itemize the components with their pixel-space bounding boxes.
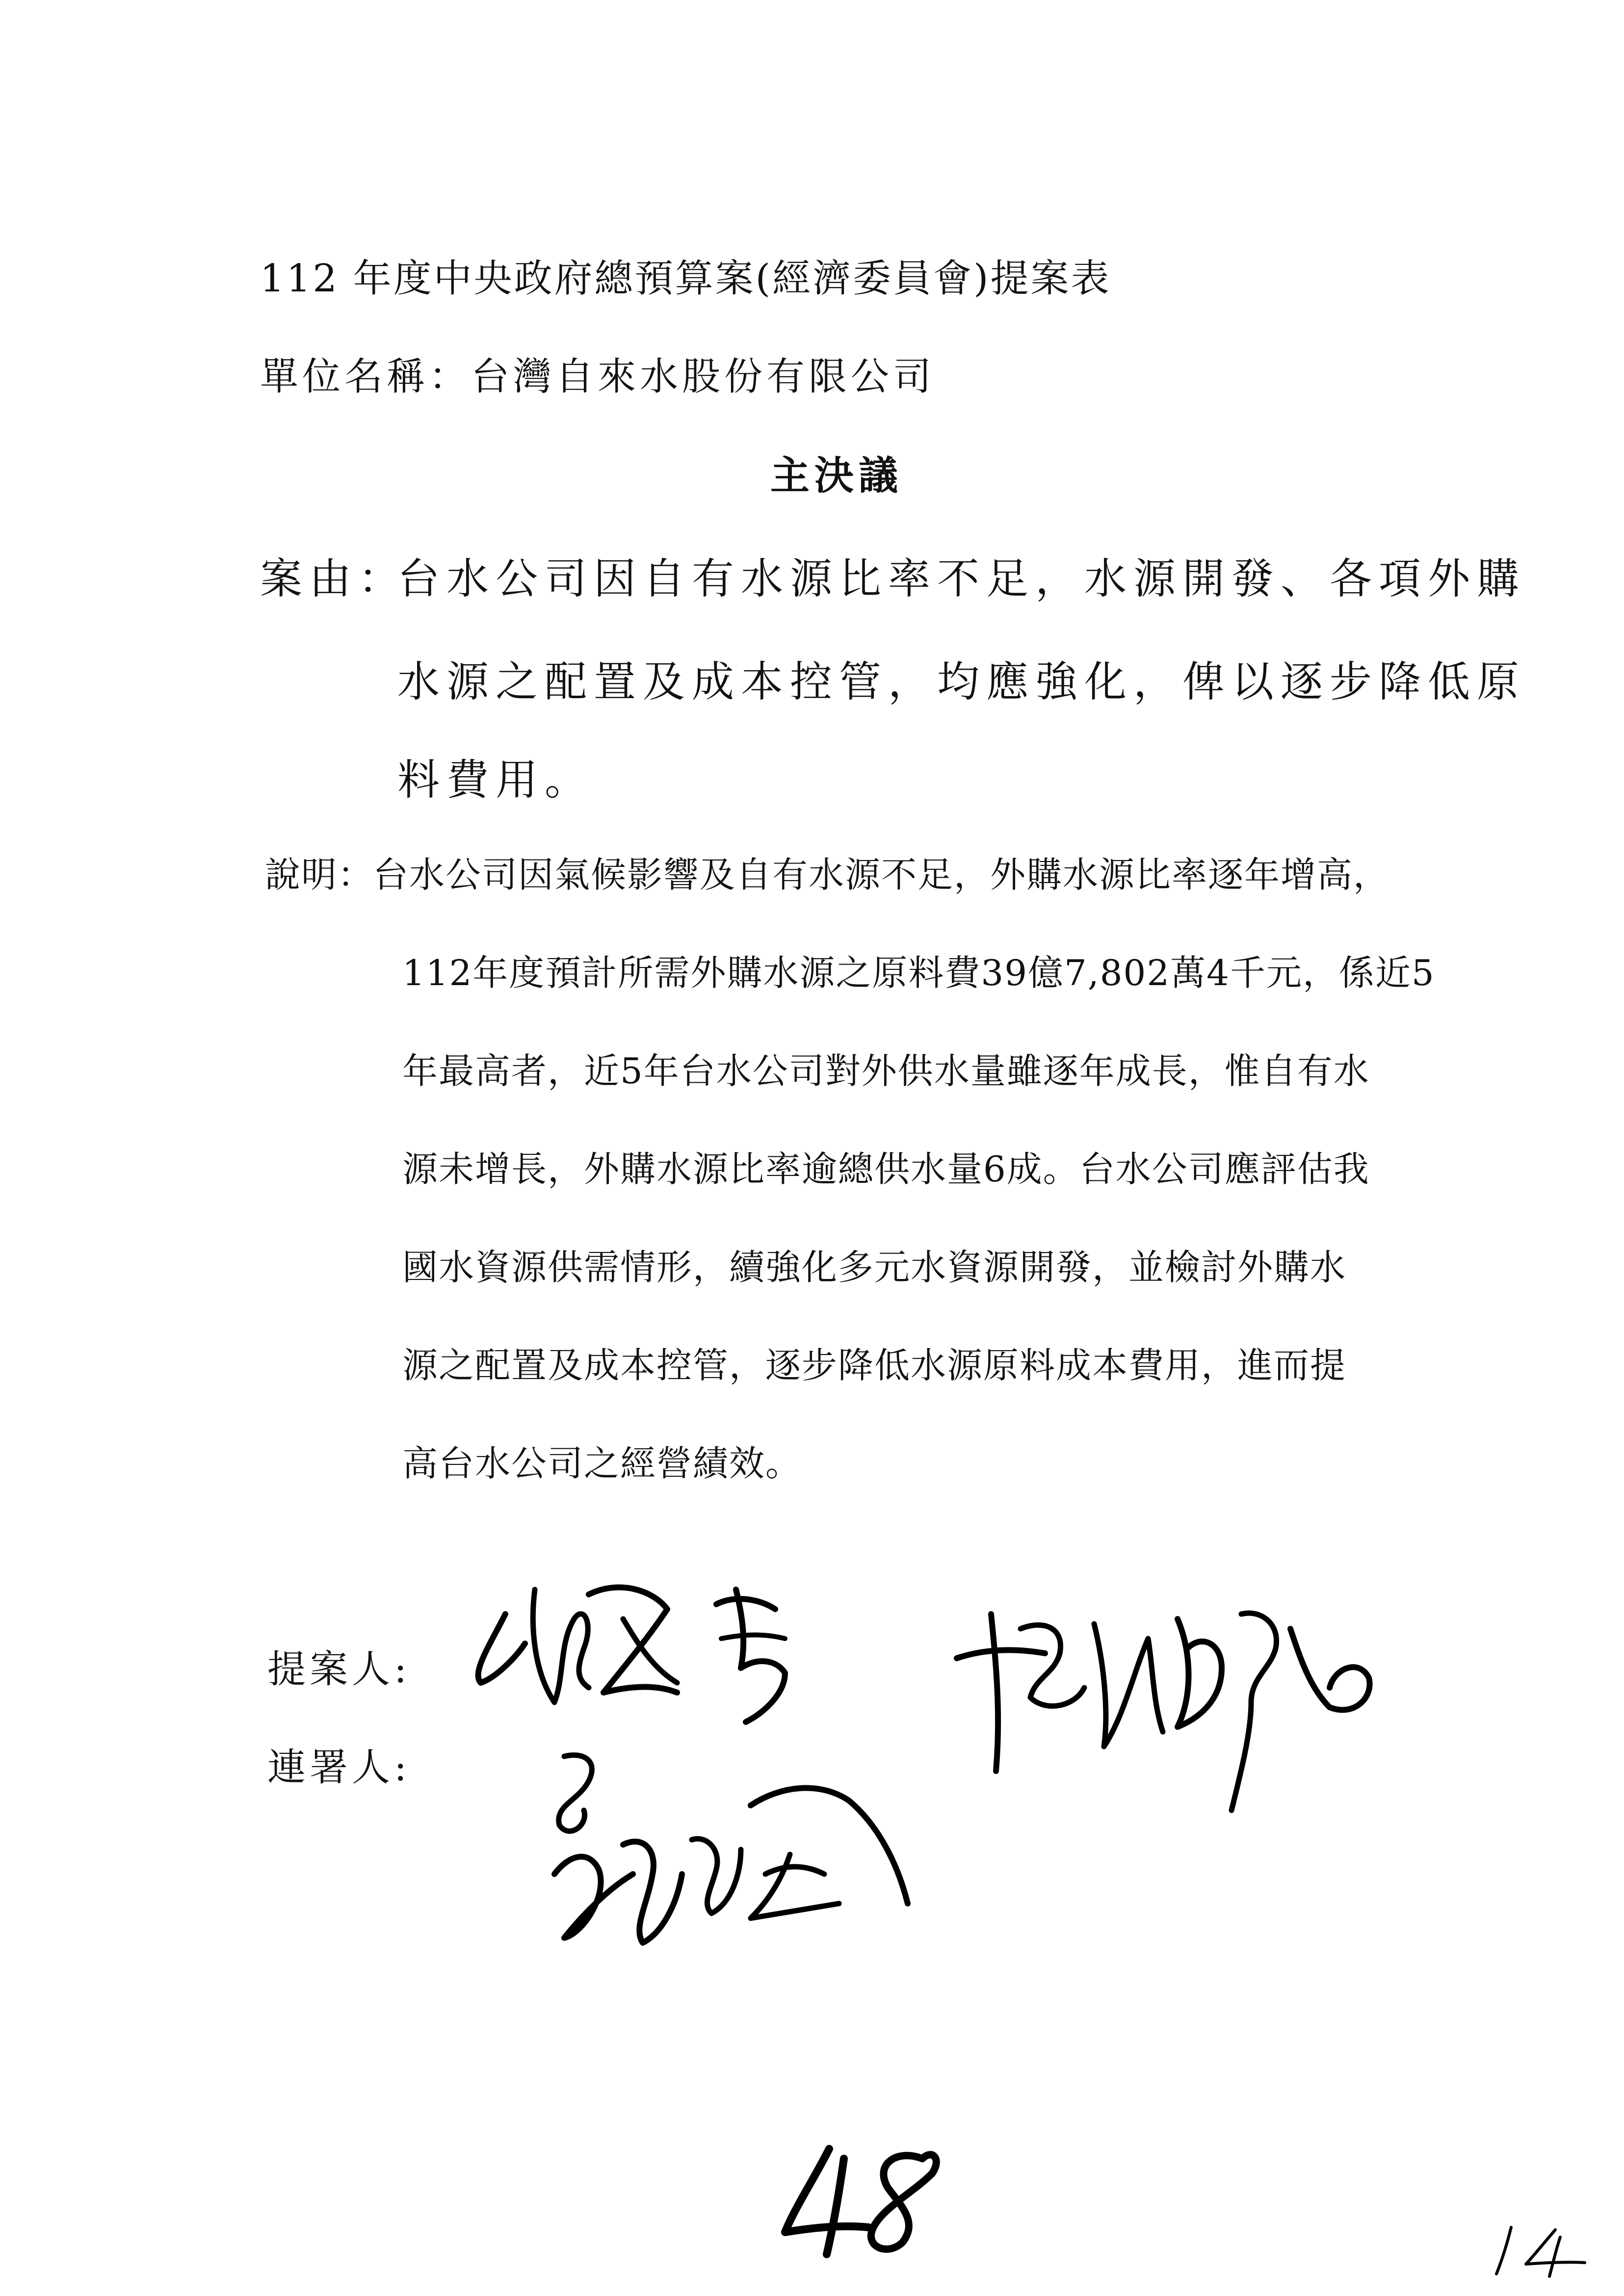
cosigner-signature [535,1727,947,1982]
description-label: 說明： [265,854,374,895]
description-line: 台水公司因氣候影響及自有水源不足，外購水源比率逐年增高， [373,854,1390,895]
description-line: 國水資源供需情形，續強化多元水資源開發，並檢討外購水 [402,1247,1347,1288]
description-line: 源未增長，外購水源比率逾總供水量6成。台水公司應評估我 [402,1148,1370,1190]
proposer-signature-1 [461,1560,864,1737]
description-line: 112年度預計所需外購水源之原料費39億7,802萬4千元，係近5 [402,952,1435,993]
reason-line: 水源之配置及成本控管，均應強化，俾以逐步降低原 [397,657,1526,706]
proposer-label: 提案人: [267,1647,411,1692]
reason-label: 案由： [260,554,407,603]
reason-line: 台水公司因自有水源比率不足，水源開發、各項外購 [397,554,1526,603]
description-line: 高台水公司之經營績效。 [402,1443,802,1484]
description-line: 源之配置及成本控管，逐步降低水源原料成本費用，進而提 [402,1345,1347,1386]
document-title: 112 年度中央政府總預算案(經濟委員會)提案表 [260,257,1111,301]
reason-line: 料費用。 [397,756,594,805]
description-line: 年最高者，近5年台水公司對外供水量雖逐年成長，惟自有水 [402,1050,1370,1092]
cosigner-label: 連署人: [267,1746,411,1790]
handwritten-page-number [775,2139,962,2262]
proposer-signature-2 [947,1585,1388,1830]
section-heading: 主決議 [770,452,903,498]
unit-name-line: 單位名稱：台灣自來水股份有限公司 [260,355,936,399]
handwritten-sheet-number [1487,2218,1595,2281]
